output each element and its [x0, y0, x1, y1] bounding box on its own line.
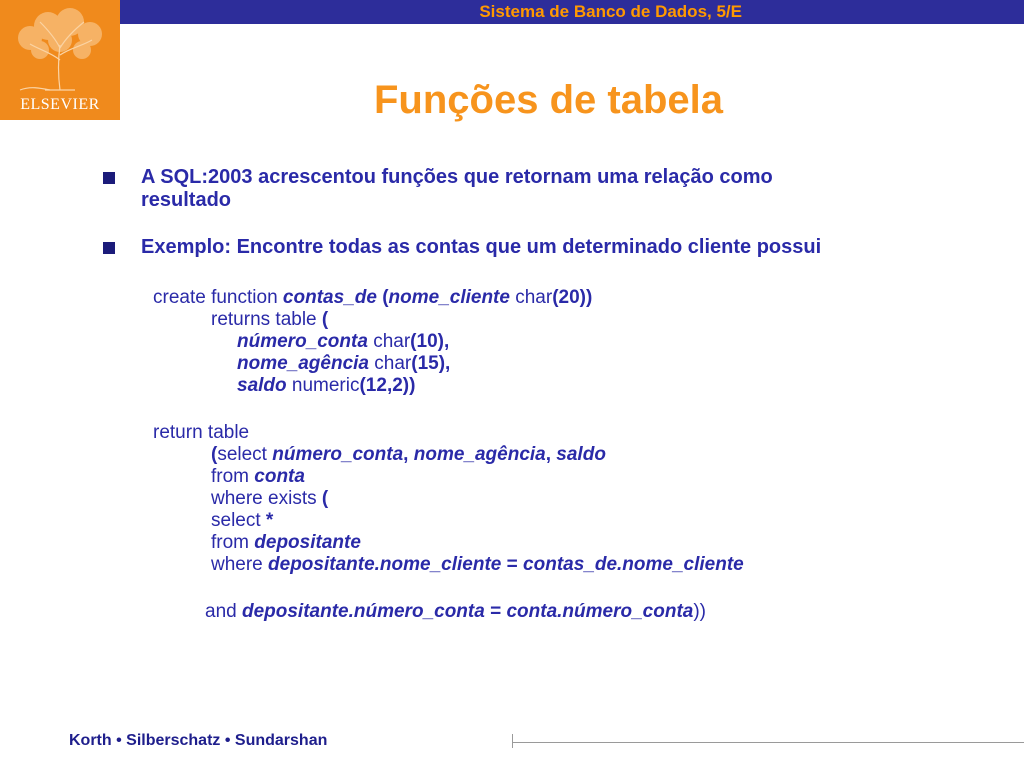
footer-divider-tick — [512, 734, 513, 748]
code-identifier: nome_agência — [237, 353, 369, 374]
elsevier-logo — [0, 0, 120, 120]
code-line-and-condition — [205, 601, 706, 623]
code-line-from-conta — [211, 466, 305, 488]
code-keyword: select — [217, 444, 267, 465]
slide-title: Funções de tabela — [374, 78, 723, 122]
code-line-numero-conta — [237, 331, 449, 353]
code-identifier: depositante — [254, 532, 361, 553]
bullet-square-icon — [103, 172, 115, 184]
code-keyword: char — [374, 353, 412, 374]
code-keyword: returns table — [211, 309, 317, 330]
code-line-select-star — [211, 510, 273, 532]
code-punct: * — [265, 510, 274, 531]
bullet-text-1 — [141, 166, 773, 212]
footer-authors: Korth • Silberschatz • Sundarshan — [69, 732, 328, 749]
code-keyword: from — [211, 532, 249, 553]
code-punct: )) — [693, 601, 707, 622]
code-keyword: create function — [153, 287, 278, 308]
code-keyword: where exists — [211, 488, 317, 509]
code-identifier: depositante.nome_cliente — [268, 554, 502, 575]
code-identifier: contas_de — [282, 287, 377, 308]
code-line-select — [211, 444, 606, 466]
code-identifier: conta.número_conta — [506, 601, 694, 622]
code-identifier: saldo — [237, 375, 287, 396]
book-title: Sistema de Banco de Dados, 5/E — [479, 2, 742, 21]
code-punct: = — [490, 601, 502, 622]
code-punct: ( — [211, 444, 218, 465]
code-identifier: nome_agência — [413, 444, 546, 465]
code-punct: (15), — [411, 353, 451, 374]
bullet-square-icon — [103, 242, 115, 254]
code-punct: = — [506, 554, 518, 575]
code-identifier: número_conta — [272, 444, 404, 465]
code-line-create-function — [153, 287, 592, 309]
header-bar — [0, 0, 1024, 24]
code-identifier: contas_de.nome_cliente — [523, 554, 744, 575]
code-punct: , — [545, 444, 552, 465]
code-identifier: nome_cliente — [388, 287, 510, 308]
code-keyword: return table — [153, 422, 250, 443]
code-punct: (10), — [410, 331, 450, 352]
code-line-returns-table — [211, 309, 328, 331]
bullet-text-2: Exemplo: Encontre todas as contas que um determinado cliente possui — [141, 236, 822, 258]
code-punct: ( — [321, 309, 329, 330]
code-keyword: select — [211, 510, 261, 531]
bullet-1-line-1: A SQL:2003 acrescentou funções que retornam uma relação como — [141, 166, 773, 188]
code-line-where-exists — [211, 488, 328, 510]
code-punct: (12,2)) — [359, 375, 416, 396]
code-line-return-table — [153, 422, 249, 444]
code-identifier: conta — [254, 466, 305, 487]
code-line-nome-agencia — [237, 353, 450, 375]
code-keyword: char — [515, 287, 553, 308]
code-punct: (20)) — [552, 287, 593, 308]
code-line-where-join — [211, 554, 744, 576]
footer-divider-line — [512, 742, 1024, 743]
code-keyword: from — [211, 466, 249, 487]
logo-text: ELSEVIER — [20, 96, 100, 113]
code-keyword: char — [373, 331, 411, 352]
code-identifier: saldo — [556, 444, 606, 465]
bullet-1-line-2: resultado — [141, 189, 232, 211]
code-line-saldo — [237, 375, 415, 397]
code-identifier: número_conta — [237, 331, 368, 352]
code-identifier: depositante.número_conta — [241, 601, 485, 622]
code-punct: ( — [382, 287, 389, 308]
code-keyword: where — [211, 554, 263, 575]
code-keyword: numeric — [291, 375, 360, 396]
code-keyword: and — [205, 601, 237, 622]
code-punct: , — [403, 444, 409, 465]
code-line-from-depositante — [211, 532, 361, 554]
code-punct: ( — [321, 488, 329, 509]
